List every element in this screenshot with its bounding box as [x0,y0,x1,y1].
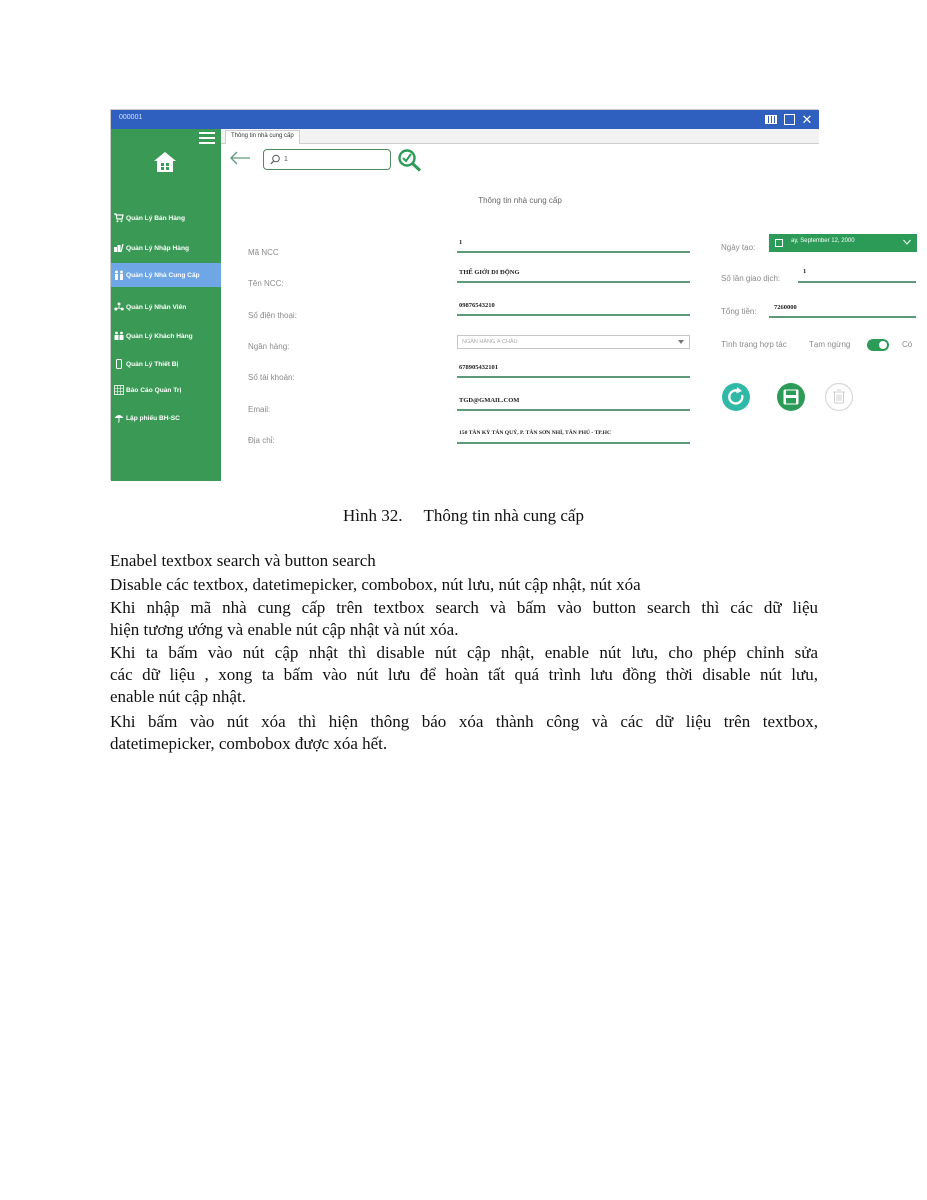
label-ngay-tao: Ngày tạo: [721,243,756,252]
label-tong-tien: Tổng tiền: [721,307,757,316]
umbrella-icon [114,413,124,423]
home-icon[interactable] [153,151,177,173]
sidebar-item-thiet-bi[interactable] [111,353,221,375]
so-dien-thoai-field[interactable]: 09876543210 [459,302,495,309]
so-tai-khoan-underline [457,376,690,378]
doc-line: Khi ta bấm vào nút cập nhật thì disable nút cập nhật, enable nút lưu, cho phép chỉnh sửa [110,643,818,662]
form-title: Thông tin nhà cung cấp [478,196,562,205]
label-email: Email: [248,405,271,414]
figure-caption: Hình 32. Thông tin nhà cung cấp [343,506,584,525]
email-field[interactable]: TGD@GMAIL.COM [459,397,520,404]
label-so-dien-thoai: Số điện thoại: [248,311,297,320]
sidebar-item-label: Quản Lý Nhân Viên [126,303,187,311]
sidebar-item-label: Báo Cáo Quản Trị [126,386,182,394]
app-screenshot [110,109,913,480]
title-bar [111,110,819,129]
dropdown-arrow-icon [678,340,684,344]
doc-paragraph [110,712,818,754]
sidebar [111,129,221,481]
doc-line: hiện tương ướng và enable nút cập nhật và nút xóa. [110,620,459,639]
ten-ncc-underline [457,281,690,283]
so-lan-giao-dich-underline [798,281,916,283]
sidebar-item-label: Quản Lý Nhà Cung Cấp [126,271,200,279]
search-icon [270,154,281,165]
doc-paragraph [110,598,818,640]
sidebar-item-label: Quản Lý Khách Hàng [126,332,193,340]
main-content [221,129,913,481]
ngan-hang-combobox[interactable] [457,335,690,349]
delete-button[interactable] [824,382,854,412]
maximize-icon[interactable] [781,112,797,127]
cart-icon [114,213,124,223]
so-tai-khoan-field[interactable]: 678905432101 [459,364,498,371]
tong-tien-underline [769,316,916,318]
ngay-tao-datepicker[interactable] [769,234,917,252]
so-lan-giao-dich-field[interactable]: 1 [803,268,807,275]
save-button[interactable] [776,382,806,412]
sidebar-item-nhap-hang[interactable] [111,237,221,259]
dia-chi-field[interactable]: 150 TÂN KỲ TÂN QUÝ, P. TÂN SƠN NHÌ, TÂN PHÚ - TP.HC [459,430,611,436]
ngay-tao-value: ay, September 12, 2000 [791,238,855,244]
window-title: 000001 [119,114,143,121]
sidebar-item-label: Quản Lý Thiết Bị [126,360,179,368]
dia-chi-underline [457,442,690,444]
label-so-tai-khoan: Số tài khoản: [248,373,295,382]
label-ten-ncc: Tên NCC: [248,279,284,288]
label-ma-ncc: Mã NCC [248,248,279,257]
doc-line: datetimepicker, combobox được xóa hết. [110,734,388,753]
tab-thong-tin-nha-cung-cap[interactable]: Thông tin nhà cung cấp [225,130,300,144]
calendar-icon [775,239,783,247]
ma-ncc-underline [457,251,690,253]
ma-ncc-field[interactable]: 1 [459,239,463,246]
sidebar-item-ban-hang[interactable] [111,207,221,229]
doc-line: Enabel textbox search và button search [110,551,376,570]
customers-icon [114,331,124,341]
doc-line: enable nút cập nhật. [110,687,246,706]
import-icon [114,243,124,253]
sidebar-item-label: Lập phiếu BH-SC [126,414,180,422]
chevron-down-icon [903,238,911,246]
report-icon [114,385,124,395]
close-icon[interactable]: ✕ [801,112,813,127]
doc-line: Disable các textbox, datetimepicker, combobox, nút lưu, nút cập nhật, nút xóa [110,575,641,594]
search-box[interactable] [263,149,391,170]
supplier-icon [114,270,124,280]
grid-icon[interactable] [763,112,779,127]
sidebar-item-nha-cung-cap[interactable] [111,263,221,287]
tab-strip [221,129,819,144]
label-dia-chi: Địa chỉ: [248,436,275,445]
doc-line: các dữ liệu , xong ta bấm vào nút lưu để hoàn tất quá trình lưu đồng thời disable nút lưu, [110,665,818,684]
device-icon [114,359,124,369]
sidebar-item-lap-phieu[interactable] [111,407,221,429]
sidebar-item-label: Quản Lý Bán Hàng [126,214,185,222]
so-dien-thoai-underline [457,314,690,316]
sidebar-item-label: Quản Lý Nhập Hàng [126,244,190,252]
label-ngan-hang: Ngân hàng: [248,342,290,351]
tinh-trang-toggle[interactable] [867,339,889,351]
search-input[interactable] [284,153,384,166]
doc-line: Khi nhập mã nhà cung cấp trên textbox search và bấm vào button search thì các dữ liệu [110,598,818,617]
label-so-lan-giao-dich: Số lần giao dịch: [721,274,781,283]
sidebar-item-khach-hang[interactable] [111,325,221,347]
back-arrow-icon[interactable] [229,151,251,165]
refresh-button[interactable] [721,382,751,412]
doc-paragraph [110,643,818,707]
tong-tien-field[interactable]: 7260000 [774,304,797,311]
doc-line: Khi bấm vào nút xóa thì hiện thông báo xóa thành công và các dữ liệu trên textbox, [110,712,818,731]
toggle-off-label: Tạm ngừng [809,340,851,349]
ten-ncc-field[interactable]: THẾ GIỚI DI ĐỘNG [459,269,520,276]
email-underline [457,409,690,411]
ngan-hang-selected: NGÂN HÀNG Á CHÂU [462,339,518,345]
sidebar-item-nhan-vien[interactable] [111,296,221,318]
search-check-button[interactable] [397,148,423,172]
sidebar-item-bao-cao[interactable] [111,379,221,401]
label-tinh-trang: Tình trạng hợp tác [721,340,787,349]
staff-icon [114,302,124,312]
toggle-on-label: Có [902,340,913,349]
hamburger-menu-icon[interactable] [199,132,215,144]
